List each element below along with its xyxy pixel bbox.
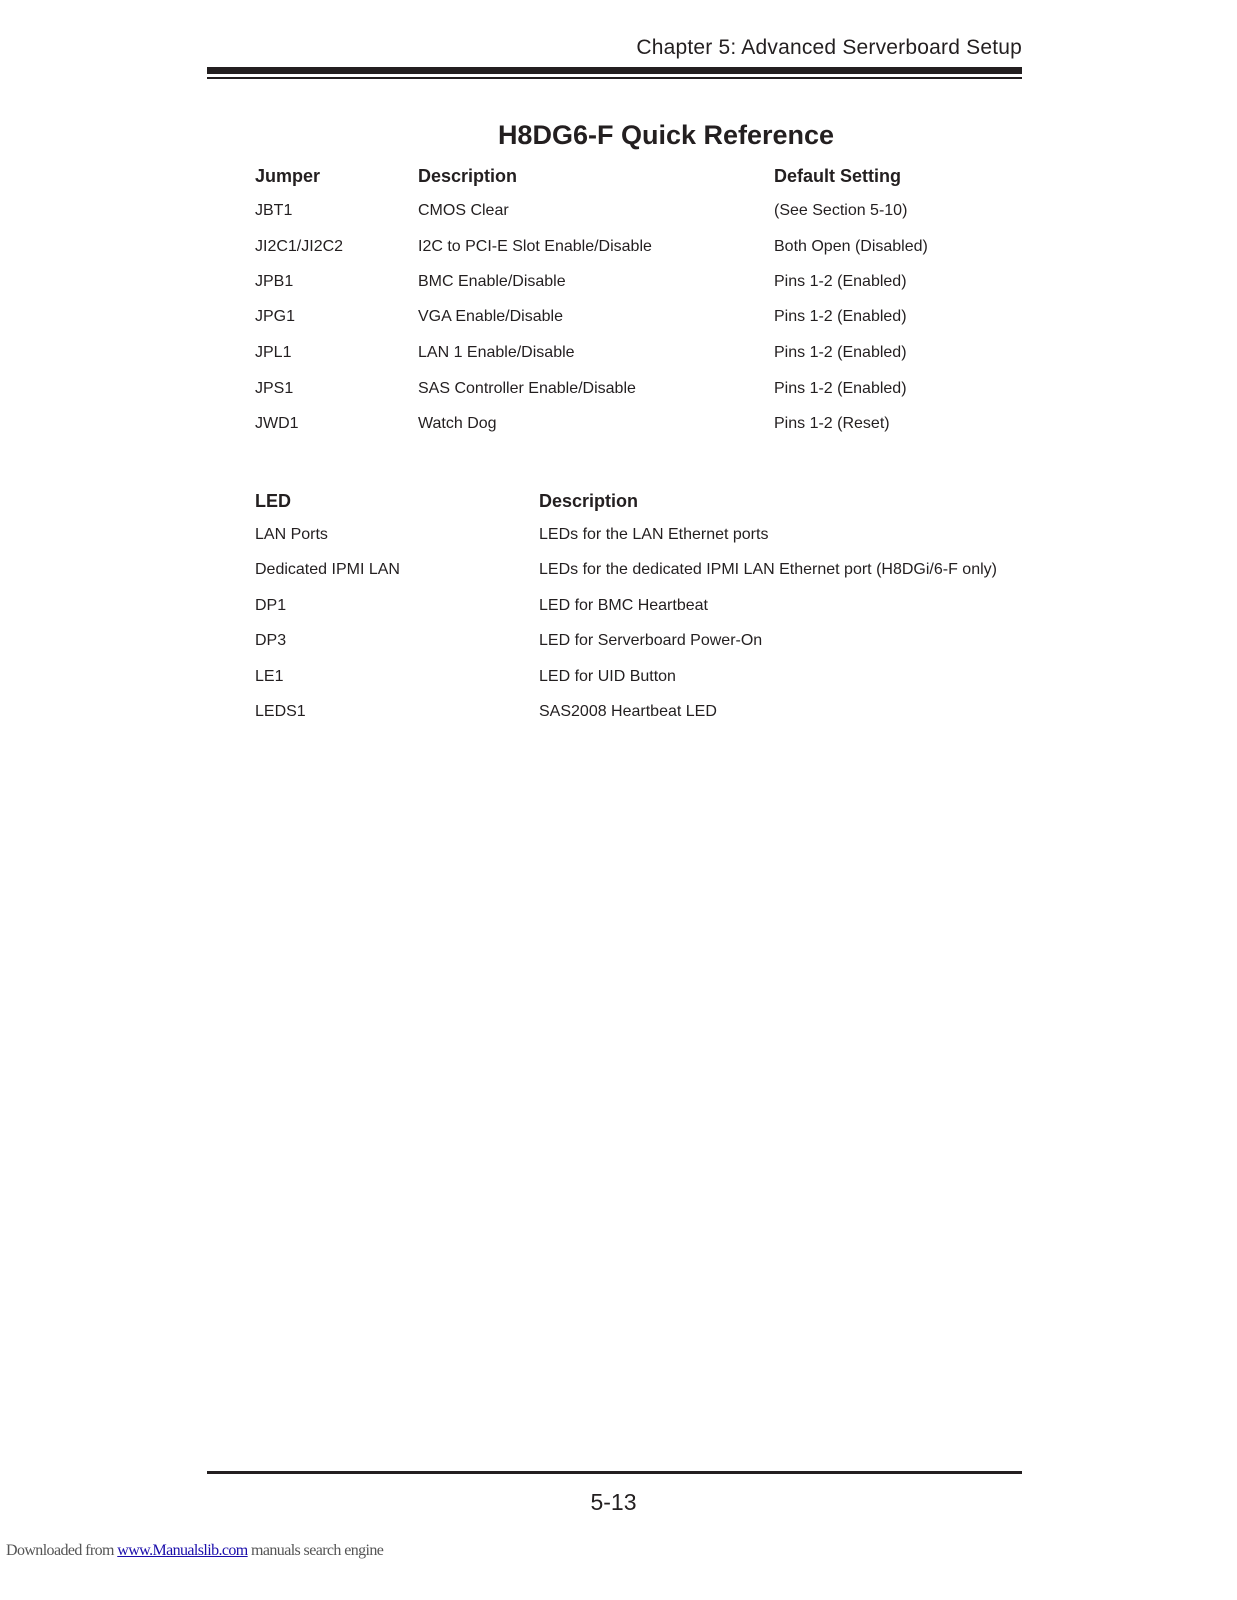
page-number: 5-13: [590, 1489, 637, 1515]
jumper-cell: JPS1: [255, 380, 294, 397]
page-title: H8DG6-F Quick Reference: [497, 120, 835, 150]
led-description-cell: LED for BMC Heartbeat: [539, 597, 708, 614]
jumper-cell: JPB1: [255, 273, 294, 290]
description-cell: LAN 1 Enable/Disable: [418, 344, 575, 361]
download-banner: [6, 1542, 383, 1560]
led-header-led: LED: [255, 491, 291, 511]
led-cell: DP1: [255, 597, 287, 614]
jumper-header-default-setting: Default Setting: [774, 166, 902, 186]
chapter-title: Chapter 5: Advanced Serverboard Setup: [636, 36, 1022, 59]
description-cell: BMC Enable/Disable: [418, 273, 566, 290]
default-setting-cell: Pins 1-2 (Enabled): [774, 273, 907, 290]
jumper-cell: JWD1: [255, 415, 299, 432]
download-banner-suffix: manuals search engine: [247, 1542, 384, 1559]
jumper-header-jumper: Jumper: [255, 166, 321, 186]
default-setting-cell: Pins 1-2 (Enabled): [774, 308, 907, 325]
led-header-description: Description: [539, 491, 639, 511]
led-cell: LAN Ports: [255, 526, 328, 543]
jumper-cell: JI2C1/JI2C2: [255, 238, 344, 255]
manualslib-link[interactable]: www.Manualslib.com: [117, 1542, 248, 1559]
description-cell: CMOS Clear: [418, 202, 509, 219]
led-cell: DP3: [255, 632, 287, 649]
description-cell: Watch Dog: [418, 415, 497, 432]
description-cell: I2C to PCI-E Slot Enable/Disable: [418, 238, 652, 255]
led-description-cell: LED for Serverboard Power-On: [539, 632, 763, 649]
led-cell: Dedicated IPMI LAN: [255, 561, 400, 578]
jumper-cell: JPG1: [255, 308, 296, 325]
download-banner-prefix: Downloaded from: [6, 1542, 118, 1559]
led-cell: LE1: [255, 668, 284, 685]
led-description-cell: SAS2008 Heartbeat LED: [539, 703, 717, 720]
footer-rule: [207, 1471, 1022, 1474]
led-description-cell: LEDs for the dedicated IPMI LAN Ethernet port (H8DGi/6-F only): [539, 561, 997, 578]
header-rule-thick: [207, 67, 1022, 74]
jumper-header-description: Description: [418, 166, 518, 186]
header-rule-thin: [207, 77, 1022, 79]
default-setting-cell: Pins 1-2 (Enabled): [774, 344, 907, 361]
default-setting-cell: Pins 1-2 (Enabled): [774, 380, 907, 397]
description-cell: VGA Enable/Disable: [418, 308, 563, 325]
jumper-cell: JPL1: [255, 344, 292, 361]
description-cell: SAS Controller Enable/Disable: [418, 380, 636, 397]
default-setting-cell: Pins 1-2 (Reset): [774, 415, 890, 432]
default-setting-cell: (See Section 5-10): [774, 202, 908, 219]
default-setting-cell: Both Open (Disabled): [774, 238, 928, 255]
led-cell: LEDS1: [255, 703, 306, 720]
led-description-cell: LED for UID Button: [539, 668, 676, 685]
jumper-cell: JBT1: [255, 202, 293, 219]
led-description-cell: LEDs for the LAN Ethernet ports: [539, 526, 769, 543]
